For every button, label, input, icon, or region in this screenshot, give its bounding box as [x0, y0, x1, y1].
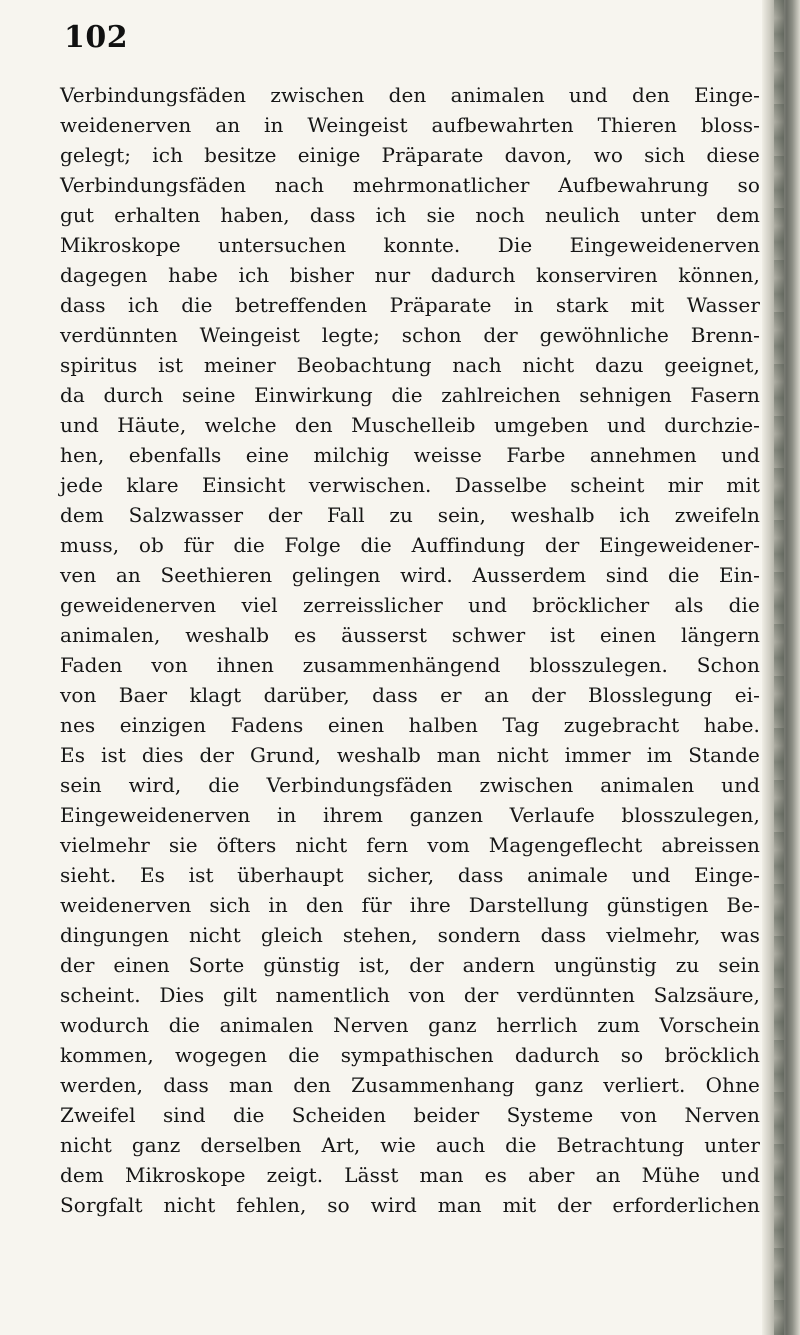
text-line: animalen, weshalb es äusserst schwer ist einen längern	[60, 623, 760, 647]
text-line: gut erhalten haben, dass ich sie noch neulich unter dem	[60, 203, 760, 227]
text-line: dagegen habe ich bisher nur dadurch konserviren können,	[60, 263, 760, 287]
text-line: jede klare Einsicht verwischen. Dasselbe scheint mir mit	[60, 473, 760, 497]
text-line: dem Mikroskope zeigt. Lässt man es aber an Mühe und	[60, 1163, 760, 1187]
text-line: ven an Seethieren gelingen wird. Ausserdem sind die Ein-	[60, 563, 760, 587]
text-line: von Baer klagt darüber, dass er an der Blosslegung ei-	[60, 683, 760, 707]
text-line: dass ich die betreffenden Präparate in stark mit Wasser	[60, 293, 760, 317]
text-line: weidenerven an in Weingeist aufbewahrten Thieren bloss-	[60, 113, 760, 137]
text-line: nicht ganz derselben Art, wie auch die Betrachtung unter	[60, 1133, 760, 1157]
text-line: hen, ebenfalls eine milchig weisse Farbe annehmen und	[60, 443, 760, 467]
text-line: vielmehr sie öfters nicht fern vom Magengeflecht abreissen	[60, 833, 760, 857]
text-line: verdünnten Weingeist legte; schon der gewöhnliche Brenn-	[60, 323, 760, 347]
text-line: wodurch die animalen Nerven ganz herrlich zum Vorschein	[60, 1013, 760, 1037]
text-line: geweidenerven viel zerreisslicher und bröcklicher als die	[60, 593, 760, 617]
text-line: Verbindungsfäden zwischen den animalen und den Einge-	[60, 83, 760, 107]
text-line: Zweifel sind die Scheiden beider Systeme von Nerven	[60, 1103, 760, 1127]
text-line: muss, ob für die Folge die Auffindung der Eingeweidener-	[60, 533, 760, 557]
page-edge-shadow	[762, 0, 800, 1335]
page-number: 102	[64, 20, 129, 55]
text-line: werden, dass man den Zusammenhang ganz verliert. Ohne	[60, 1073, 760, 1097]
text-line: und Häute, welche den Muschelleib umgeben und durchzie-	[60, 413, 760, 437]
text-line: scheint. Dies gilt namentlich von der verdünnten Salzsäure,	[60, 983, 760, 1007]
text-line: kommen, wogegen die sympathischen dadurch so bröcklich	[60, 1043, 760, 1067]
text-line: da durch seine Einwirkung die zahlreichen sehnigen Fasern	[60, 383, 760, 407]
text-line: dingungen nicht gleich stehen, sondern dass vielmehr, was	[60, 923, 760, 947]
text-line: Eingeweidenerven in ihrem ganzen Verlaufe blosszulegen,	[60, 803, 760, 827]
text-line: weidenerven sich in den für ihre Darstellung günstigen Be-	[60, 893, 760, 917]
text-line: Mikroskope untersuchen konnte. Die Eingeweidenerven	[60, 233, 760, 257]
text-line: nes einzigen Fadens einen halben Tag zugebracht habe.	[60, 713, 760, 737]
text-line: spiritus ist meiner Beobachtung nach nicht dazu geeignet,	[60, 353, 760, 377]
text-line: Sorgfalt nicht fehlen, so wird man mit der erforderlichen	[60, 1193, 760, 1217]
text-line: sieht. Es ist überhaupt sicher, dass animale und Einge-	[60, 863, 760, 887]
body-text	[60, 80, 760, 1220]
text-line: Faden von ihnen zusammenhängend blosszulegen. Schon	[60, 653, 760, 677]
text-line: Es ist dies der Grund, weshalb man nicht immer im Stande	[60, 743, 760, 767]
text-line: Verbindungsfäden nach mehrmonatlicher Aufbewahrung so	[60, 173, 760, 197]
text-line: dem Salzwasser der Fall zu sein, weshalb ich zweifeln	[60, 503, 760, 527]
text-line: der einen Sorte günstig ist, der andern ungünstig zu sein	[60, 953, 760, 977]
text-line: gelegt; ich besitze einige Präparate davon, wo sich diese	[60, 143, 760, 167]
text-line: sein wird, die Verbindungsfäden zwischen animalen und	[60, 773, 760, 797]
